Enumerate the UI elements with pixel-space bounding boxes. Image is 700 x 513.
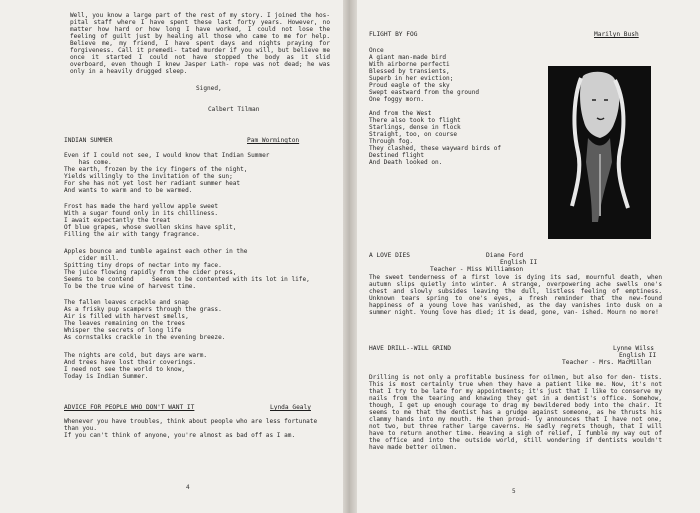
indian-summer-stanza-2: Frost has made the hard yellow apple sweet With a sugar found only in its chilliness. I await expectantly the treat Of blue grapes, whose swollen skins have split, Filling the air with tangy fragrance. — [64, 203, 237, 239]
advice-author: Lynda Gealy — [270, 404, 311, 411]
indian-summer-author: Pam Wormington — [247, 137, 300, 144]
indian-summer-title: INDIAN SUMMER — [64, 137, 113, 144]
signer-name: Calbert Tilman — [208, 106, 260, 113]
page-number-left: 4 — [186, 484, 190, 491]
flight-by-fog-stanza-2: And from the West There also took to flight Starlings, dense in flock Straight, too, on course Through fog. They clashed, these wayward birds of Destined flight And Death looked on. — [369, 110, 502, 167]
a-love-dies-title: A LOVE DIES — [369, 252, 410, 259]
flight-by-fog-title: FLIGHT BY FOG — [369, 31, 418, 38]
drill-will-grind-paragraph: Drilling is not only a profitable business for oilmen, but also for den- tists. This is most certainly true when they have a patient like me. Now, it's not that I try to be late for my appointments; it's just that I like to conserve my nails from the tearing and knawing they get in a dentist's office. Somehow, though, I get up enough courage to drag my bewildered body into the chair. It seems to me that the dentist has a grudge against someone, as he thrusts his clammy hands into my mouth. He then proud- ly announces that I have not one, not two, but three rather large caverns. He sadly regrets though, that I will have to return another time. Heaving a sigh of relief, I fumble my way out of the office and into the outside world, still wondering if dentists wouldn't have made better oilmen. — [369, 374, 662, 452]
flight-by-fog-stanza-1: Once A giant man-made bird With airborne perfecti Blessed by transients, Superb in her eviction; Proud eagle of the sky Swept eastward from the ground One foggy morn. — [369, 47, 480, 104]
indian-summer-stanza-3: Apples bounce and tumble against each other in the cider mill. Spitting tiny drops of nectar into my face. The juice flowing rapidly from the cider press, Seems to be contend Seems to be contented with its lot in life, To be the true wine of harvest time. — [64, 248, 310, 291]
advice-title: ADVICE FOR PEOPLE WHO DON'T WANT IT — [64, 404, 195, 411]
advice-text: Whenever you have troubles, think about people who are less fortunate than you. If you can't think of anyone, you're almost as bad off as I am. — [64, 418, 318, 440]
indian-summer-stanza-5: The nights are cold, but days are warm. And trees have lost their coverings. I need not see the world to know, Today is Indian Summer. — [64, 352, 208, 381]
drill-will-grind-author: Lynne Wilss — [613, 345, 654, 352]
drill-will-grind-title: HAVE DRILL--WILL GRIND — [369, 345, 451, 352]
a-love-dies-teacher: Teacher - Miss Williamson — [430, 266, 524, 273]
drill-will-grind-teacher: Teacher - Mrs. MacMillan — [562, 359, 652, 366]
a-love-dies-class: English II — [500, 259, 538, 266]
drill-will-grind-class: English II — [619, 352, 657, 359]
page-gutter — [343, 0, 357, 513]
a-love-dies-paragraph: The sweet tenderness of a first love is dying its sad, mournful death, when autumn slips quietly into winter. A strange, overpowering ache swells one's chest and slowly subsides leaving the dull, listless feeling of emptiness. Unknown tears spring to one's eyes, a fresh reminder that the new-found happiness of a young love has vanished, as the day vanishes into dusk on a summer night. Young love has died; it is dead, gone, van- ished. Mourn no more! — [369, 274, 662, 317]
woman-portrait-illustration — [548, 66, 651, 239]
flight-by-fog-author: Marilyn Bush — [594, 31, 639, 38]
signed-label: Signed, — [196, 85, 222, 92]
a-love-dies-author: Diane Ford — [486, 252, 524, 259]
indian-summer-stanza-4: The fallen leaves crackle and snap As a frisky pup scampers through the grass. Air is filled with harvest smells, The leaves remaining on the trees Whisper the secrets of long life As cornstalks crackle in the evening breeze. — [64, 299, 226, 342]
indian-summer-stanza-1: Even if I could not see, I would know that Indian Summer has come. The earth, frozen by the icy fingers of the night, Yields willingly to the invitation of the sun; For she has not yet lost her radiant summer heat And wants to warm and to be warmed. — [64, 152, 270, 195]
page-number-right: 5 — [512, 488, 516, 495]
story-end-paragraph: Well, you know a large part of the rest of my story. I joined the hos- pital staff where I have spent these last forty years. However, no matter how hard or how long I have worked, I could not lose the feeling of guilt just by healing all those who came to me for help. Believe me, my friend, I have spent days and nights praying for forgiveness. Call it premedi- tated murder if you will, but believe me once it started I could not have stopped the body as it slid overboard, even though I knew Jasper Lath- rope was not dead; he was only in a heavily drugged sleep. — [70, 12, 330, 76]
